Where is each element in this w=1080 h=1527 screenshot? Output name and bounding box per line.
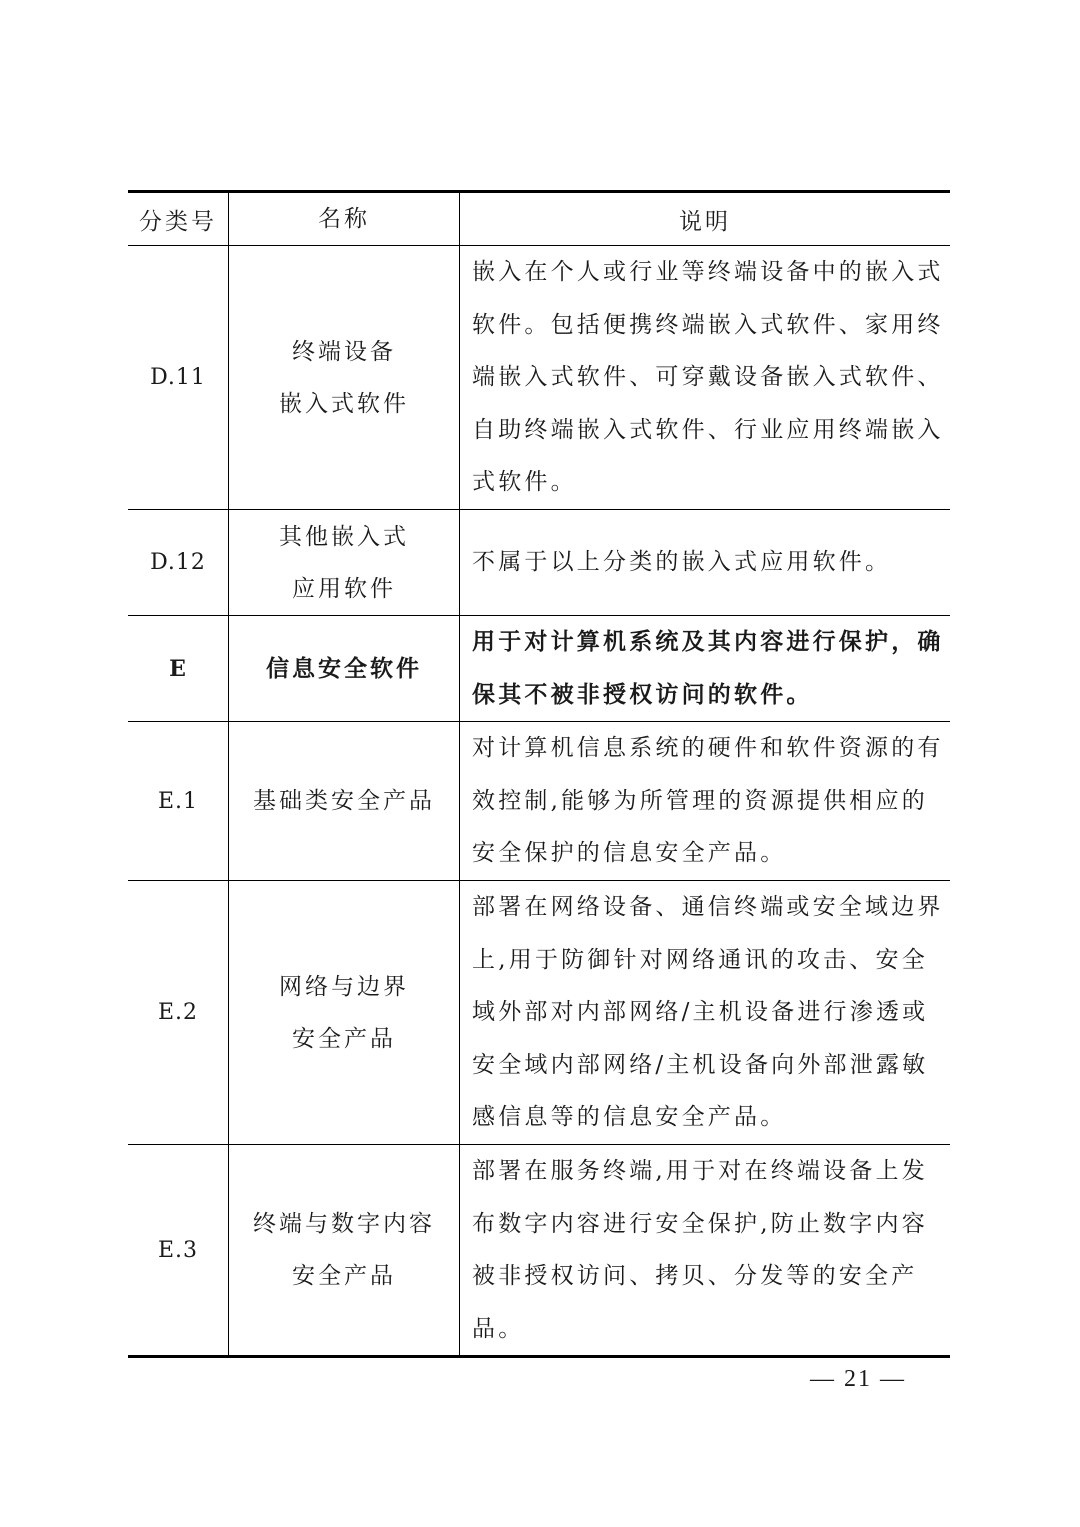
row-name xyxy=(229,510,460,616)
table-row xyxy=(128,510,950,616)
table-row xyxy=(128,722,950,881)
page-number: — 21 — xyxy=(810,1366,906,1392)
row-desc: 嵌入在个人或行业等终端设备中的嵌入式软件。包括便携终端嵌入式软件、家用终端嵌入式软件、可穿戴设备嵌入式软件、自助终端嵌入式软件、行业应用终端嵌入式软件。 xyxy=(460,246,951,510)
row-desc: 对计算机信息系统的硬件和软件资源的有效控制,能够为所管理的资源提供相应的安全保护的信息安全产品。 xyxy=(460,722,951,881)
row-desc: 用于对计算机系统及其内容进行保护，确保其不被非授权访问的软件。 xyxy=(460,616,951,722)
row-code: E.1 xyxy=(128,722,229,881)
row-desc: 部署在服务终端,用于对在终端设备上发布数字内容进行安全保护,防止数字内容被非授权访问、拷贝、分发等的安全产品。 xyxy=(460,1145,951,1357)
row-code: E xyxy=(128,616,229,722)
row-name-line: 网络与边界 xyxy=(279,973,409,1000)
row-name xyxy=(229,246,460,510)
row-name-line: 信息安全软件 xyxy=(266,654,422,682)
row-name-line: 其他嵌入式 xyxy=(279,523,409,550)
table-row xyxy=(128,246,950,510)
row-name-line: 终端与数字内容 xyxy=(253,1211,435,1237)
row-name xyxy=(229,881,460,1145)
table-row-category xyxy=(128,616,950,722)
table-row xyxy=(128,1145,950,1357)
row-desc: 部署在网络设备、通信终端或安全域边界上,用于防御针对网络通讯的攻击、安全域外部对内部网络/主机设备进行渗透或安全域内部网络/主机设备向外部泄露敏感信息等的信息安全产品。 xyxy=(460,881,951,1145)
row-name-line: 嵌入式软件 xyxy=(279,390,409,417)
row-code: E.2 xyxy=(128,881,229,1145)
row-code: D.11 xyxy=(128,246,229,510)
row-desc: 不属于以上分类的嵌入式应用软件。 xyxy=(460,510,951,616)
row-name-line: 终端设备 xyxy=(292,338,396,365)
row-name-line: 应用软件 xyxy=(292,575,396,602)
table-header-row xyxy=(128,192,950,246)
classification-table xyxy=(128,190,950,1358)
row-code: E.3 xyxy=(128,1145,229,1357)
header-code: 分类号 xyxy=(128,192,229,246)
row-name xyxy=(229,616,460,722)
row-name-line: 安全产品 xyxy=(292,1263,396,1289)
row-name-line: 安全产品 xyxy=(292,1025,396,1052)
row-name xyxy=(229,1145,460,1357)
row-name-line: 基础类安全产品 xyxy=(253,788,435,814)
row-code: D.12 xyxy=(128,510,229,616)
table-row xyxy=(128,881,950,1145)
header-desc: 说明 xyxy=(460,192,951,246)
header-name: 名称 xyxy=(229,192,460,246)
row-name xyxy=(229,722,460,881)
